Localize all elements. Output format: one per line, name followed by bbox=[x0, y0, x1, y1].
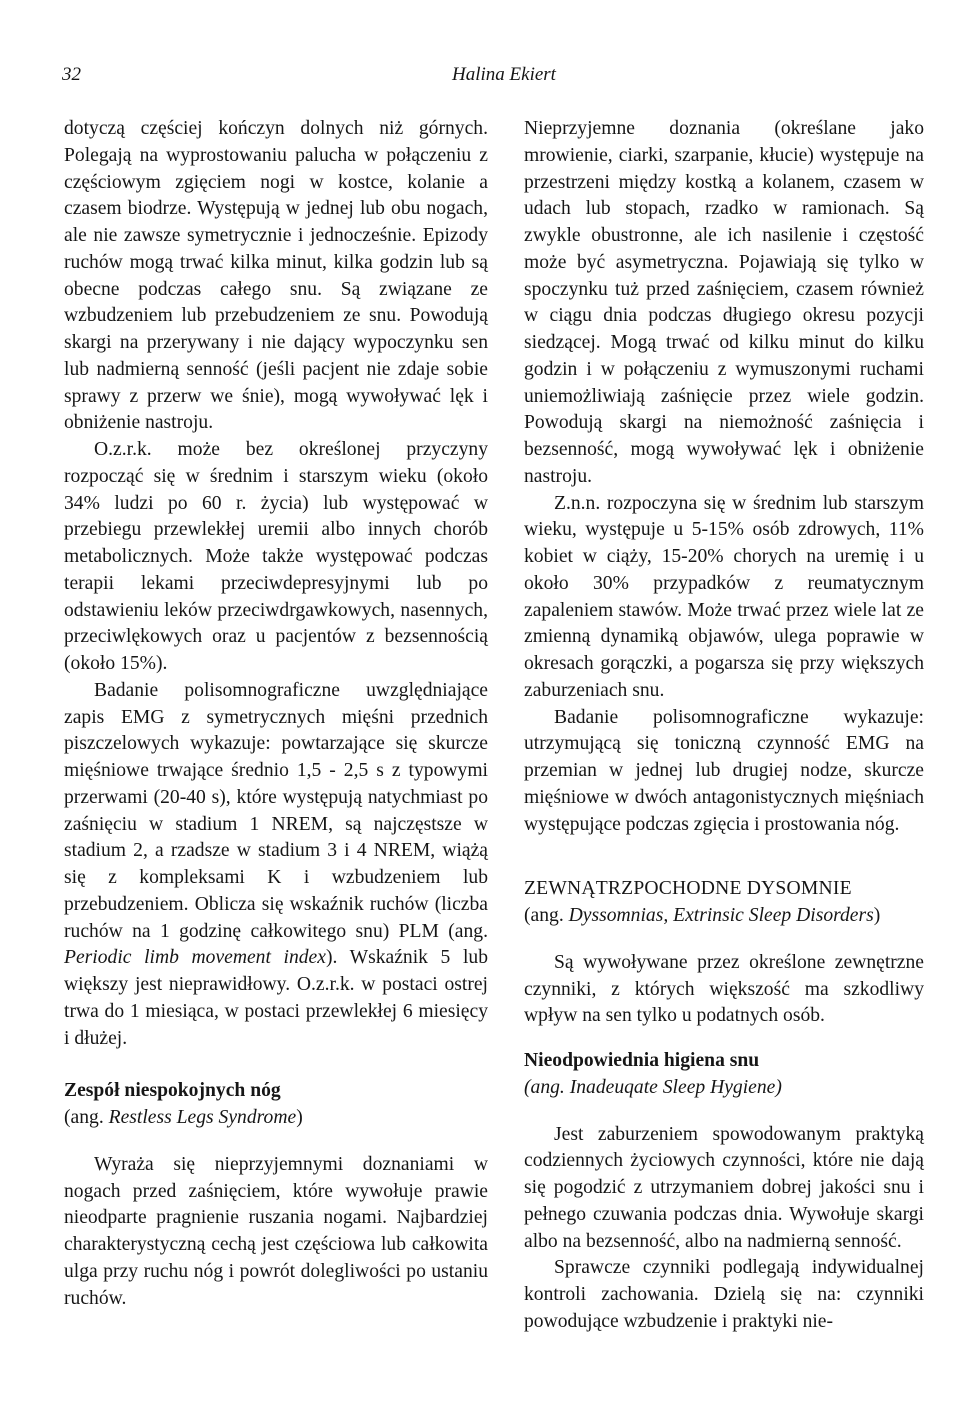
latin-term: Dyssomnias, Extrinsic Sleep Disorders bbox=[568, 905, 874, 926]
heading-subtitle: (ang. Inadeuqate Sleep Hygiene) bbox=[524, 1076, 782, 1098]
left-column bbox=[64, 116, 488, 1312]
latin-term: Restless Legs Syndrome bbox=[108, 1107, 297, 1128]
right-column bbox=[524, 116, 924, 1336]
latin-term: Periodic limb movement index bbox=[64, 947, 326, 969]
heading-title: ZEWNĄTRZPOCHODNE DYSOMNIE bbox=[524, 878, 852, 900]
paragraph-text: ). Wskaźnik 5 lub większy jest nieprawidłowy. O.z.r.k. w postaci ostrej trwa do 1 miesiąca, w postaci przewlekłej 6 miesięcy i dłużej. bbox=[64, 947, 488, 1049]
heading-title: Nieodpowiednia higiena snu bbox=[524, 1050, 760, 1071]
paragraph: Jest zaburzeniem spowodowanym praktyką codziennych życiowych czynności, które nie dają się pogodzić z utrzymaniem dobrej jakości snu i pełnego czuwania podczas dnia. Wywołuje skargi albo na bezsenność, albo na nadmierną senność. bbox=[524, 1123, 924, 1252]
heading-subtitle: (ang. Dyssomnias, Extrinsic Sleep Disorders) bbox=[524, 905, 881, 926]
page-number: 32 bbox=[62, 64, 81, 85]
paragraph: O.z.r.k. może bez określonej przyczyny rozpocząć się w średnim i starszym wieku (około 34% ludzi po 60 r. życia) lub występować w przebiegu przewlekłej uremii albo innych chorób metabolicznych. Może także występować podczas terapii lekami przeciwdepresyjnymi lub po odstawieniu leków przeciwdrgawkowych, nasennych, przeciwlękowych oraz u pacjentów z bezsennością (około 15%). bbox=[64, 439, 488, 674]
section-heading-extrinsic bbox=[524, 876, 924, 930]
section-heading-rls bbox=[64, 1078, 488, 1132]
paragraph bbox=[64, 678, 488, 1053]
subsection-heading-hygiene bbox=[524, 1048, 924, 1102]
paragraph: Są wywoływane przez określone zewnętrzne czynniki, z których większość ma szkodliwy wpływ na sen tylko u podatnych osób. bbox=[524, 951, 924, 1027]
heading-title: Zespół niespokojnych nóg bbox=[64, 1080, 281, 1102]
paragraph: Z.n.n. rozpoczyna się w średnim lub starszym wieku, występuje u 5-15% osób zdrowych, 11% kobiet w ciąży, 15-20% chorych na uremię i u około 30% przypadków z reumatycznym zapaleniem stawów. Może trwać przez wiele lat ze zmienną dynamiką objawów, ulega poprawie w okresach gorączki, a pogarsza się przy większych zaburzeniach snu. bbox=[524, 492, 924, 701]
running-head-author: Halina Ekiert bbox=[452, 64, 556, 85]
paragraph: dotyczą częściej kończyn dolnych niż górnych. Polegają na wyprostowaniu palucha w połączeniu z częściowym zgięciem nogi w kostce, kolanie a czasem biodrze. Występują w jednej lub obu nogach, ale nie zawsze symetrycznie i jednocześnie. Epizody ruchów mogą trwać kilka minut, kilka godzin lub są obecne podczas całego snu. Są związane ze wzbudzeniem lub przebudzeniem ze snu. Powodują skargi na przerywany i nie dający wypoczynku sen lub nadmierną senność (jeśli pacjent nie zdaje sobie sprawy z przerw we śnie), mogą wywoływać lęk i obniżenie nastroju. bbox=[64, 118, 488, 434]
heading-subtitle: (ang. Restless Legs Syndrome) bbox=[64, 1107, 303, 1128]
paragraph: Wyraża się nieprzyjemnymi doznaniami w nogach przed zaśnięciem, które wywołuje prawie nieodparte pragnienie ruszania nogami. Najbardziej charakterystyczną cechą jest częściowa lub całkowita ulga przy ruchu nóg i powrót dolegliwości po ustaniu ruchów. bbox=[64, 1153, 488, 1309]
paragraph: Sprawcze czynniki podlegają indywidualnej kontroli zachowania. Dzielą się na: czynniki powodujące wzbudzenie i praktyki nie- bbox=[524, 1257, 924, 1332]
paragraph: Nieprzyjemne doznania (określane jako mrowienie, ciarki, szarpanie, kłucie) występuje na przestrzeni między kostką a kolanem, czasem w udach lub stopach, rzadko w ramionach. Są zwykle obustronne, ale ich nasilenie i częstość może być asymetryczna. Pojawiają się tylko w spoczynku tuż przed zaśnięciem, czasem również w ciągu dnia podczas długiego okresu pozycji siedzącej. Mogą trwać od kilku minut do kilku godzin i w połączeniu z wymuszonymi ruchami uniemożliwiają zaśnięcie przez wiele godzin. Powodują skargi na niemożność zaśnięcia i bezsenność, mogą wywoływać lęk i obniżenie nastroju. bbox=[524, 118, 924, 487]
paragraph: Badanie polisomnograficzne wykazuje: utrzymującą się toniczną czynność EMG na przemian w jednej lub drugiej nodze, skurcze mięśniowe w dwóch antagonistycznych mięśniach występujące podczas zgięcia i prostowania nóg. bbox=[524, 706, 924, 835]
paragraph-text: Badanie polisomnograficzne uwzględniające zapis EMG z symetrycznych mięśni przednich piszczelowych wykazuje: powtarzające się skurcze mięśniowe trwające średnio 1,5 - 2,5 s z typowymi przerwami (20-40 s), które występują natychmiast po zaśnięciu w stadium 1 NREM, są najczęstsze w stadium 2, a rzadsze w stadium 3 i 4 NREM, wiążą się z kompleksami K i wzbudzeniem lub przebudzeniem. Oblicza się wskaźnik ruchów (liczba ruchów na 1 godzinę całkowitego snu) PLM (ang. bbox=[64, 679, 488, 942]
